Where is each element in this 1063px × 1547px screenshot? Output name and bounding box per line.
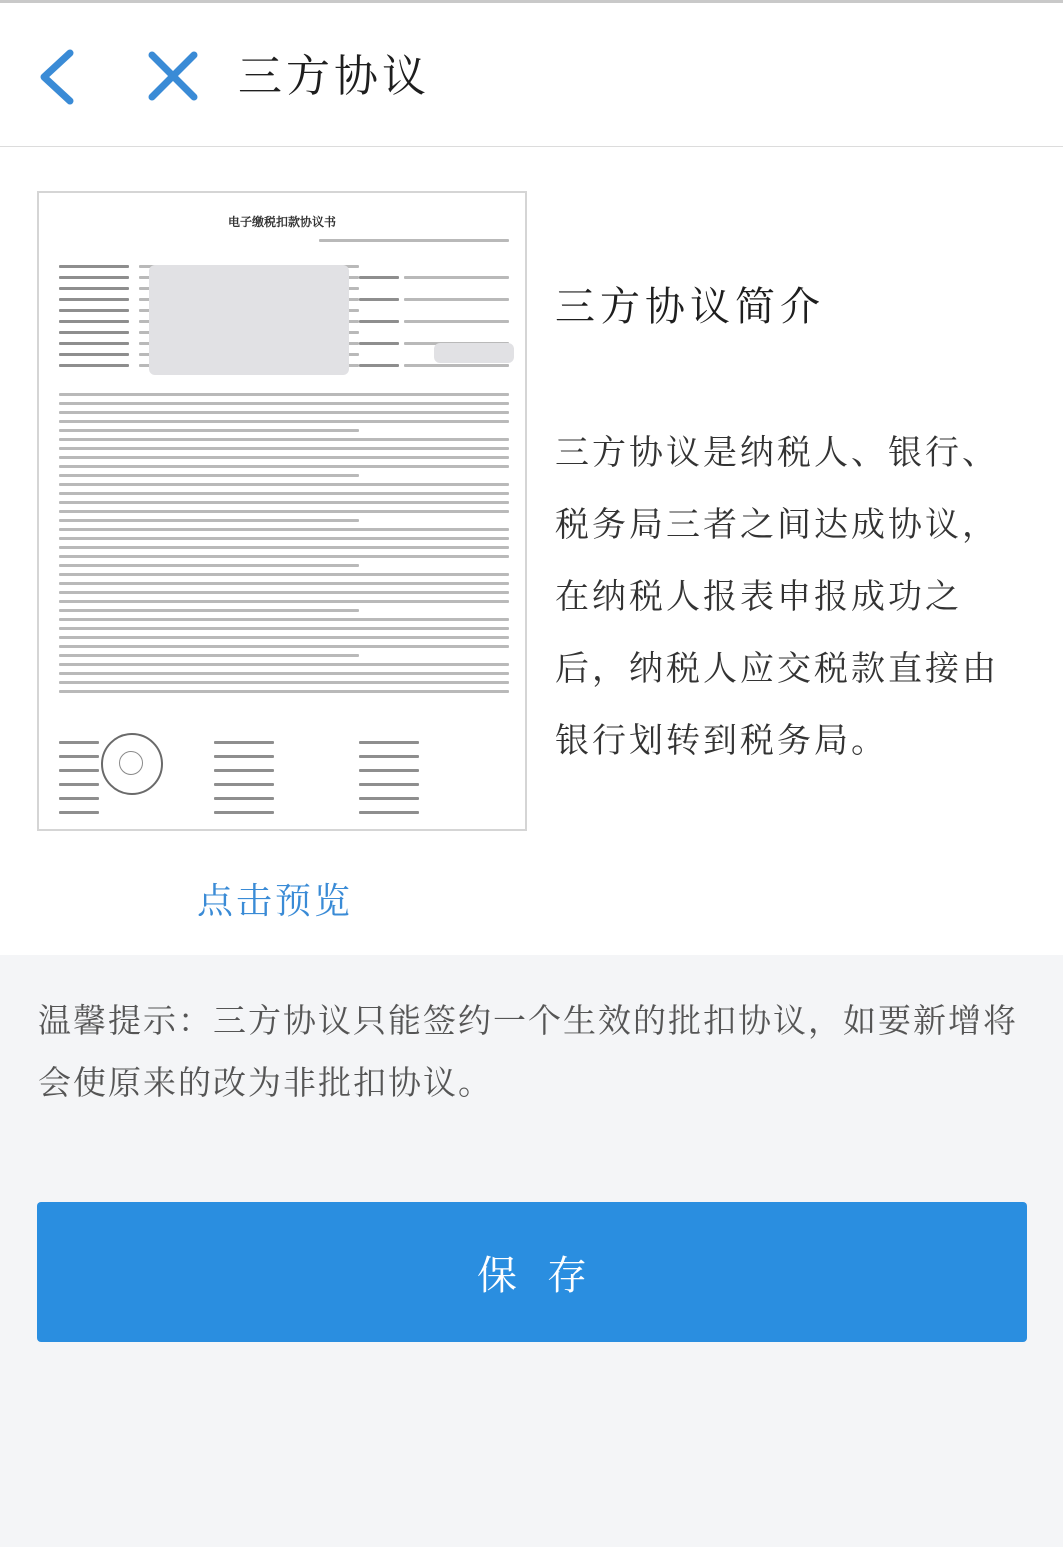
document-text-line [59,265,129,268]
official-seal [101,733,163,795]
document-text-line [59,411,509,414]
app-header [0,3,1063,147]
back-button[interactable] [30,45,90,109]
document-text-line [359,298,399,301]
save-button[interactable] [37,1202,1027,1342]
document-text-line [59,681,509,684]
document-text-line [214,811,274,814]
document-text-line [59,672,509,675]
document-text-line [59,492,509,495]
document-title: 电子缴税扣款协议书 [227,215,336,229]
tip-text: 温馨提示：三方协议只能签约一个生效的批扣协议，如要新增将会使原来的改为非批扣协议。 [38,1001,1018,1102]
intro-title: 三方协议简介 [555,284,825,330]
document-text-line [214,755,274,758]
agreement-document-thumbnail[interactable] [37,191,527,831]
document-text-line [59,456,509,459]
document-text-line [214,783,274,786]
document-text-line [59,609,359,612]
document-text-line [59,663,509,666]
document-text-line [59,690,509,693]
document-text-line [214,769,274,772]
document-text-line [59,555,509,558]
document-text-line [59,501,509,504]
document-text-line [59,309,129,312]
document-text-line [319,239,509,242]
document-text-line [59,331,129,334]
redacted-area [149,265,349,375]
document-text-line [59,755,99,758]
document-text-line [59,420,509,423]
document-text-line [359,364,399,367]
document-text-line [404,320,509,323]
document-text-line [59,519,359,522]
document-text-line [59,474,359,477]
intro-text: 三方协议是纳税人、银行、税务局三者之间达成协议，在纳税人报表申报成功之后，纳税人应交税款直接由银行划转到税务局。 [555,433,999,761]
document-text-line [59,618,509,621]
document-text-line [59,393,509,396]
document-text-line [59,298,129,301]
document-text-line [59,627,509,630]
main-content [0,147,1063,955]
document-text-line [404,298,509,301]
document-text-line [59,483,509,486]
document-text-line [59,636,509,639]
document-text-line [59,654,359,657]
document-text-line [59,797,99,800]
document-text-line [59,353,129,356]
document-text-line [359,797,419,800]
document-text-line [59,600,509,603]
document-text-line [59,402,509,405]
document-text-line [359,741,419,744]
document-text-line [59,287,129,290]
document-text-line [359,342,399,345]
document-text-line [359,276,399,279]
document-text-line [404,276,509,279]
document-text-line [214,741,274,744]
document-text-line [359,811,419,814]
document-text-line [59,537,509,540]
document-text-line [59,645,509,648]
document-text-line [59,582,509,585]
document-text-line [359,783,419,786]
document-text-line [59,741,99,744]
document-text-line [59,429,359,432]
document-text-line [59,769,99,772]
document-text-line [59,447,509,450]
document-text-line [404,364,509,367]
document-text-line [59,320,129,323]
document-text-line [59,528,509,531]
document-text-line [359,320,399,323]
document-text-line [59,276,129,279]
document-text-line [59,811,99,814]
chevron-left-icon [30,45,90,109]
document-text-line [214,797,274,800]
page-title: 三方协议 [238,51,430,102]
document-text-line [359,769,419,772]
save-button-label: 保存 [477,1252,617,1299]
document-text-line [59,573,509,576]
preview-link[interactable]: 点击预览 [197,881,354,922]
document-text-line [59,465,509,468]
document-text-line [59,342,129,345]
close-button[interactable] [140,43,206,109]
document-text-line [359,755,419,758]
document-text-line [59,783,99,786]
close-icon [140,43,206,109]
document-text-line [59,510,509,513]
document-text-line [59,564,359,567]
redacted-area [434,343,514,363]
document-text-line [59,438,509,441]
document-text-line [59,591,509,594]
document-text-line [59,546,509,549]
document-text-line [59,364,129,367]
